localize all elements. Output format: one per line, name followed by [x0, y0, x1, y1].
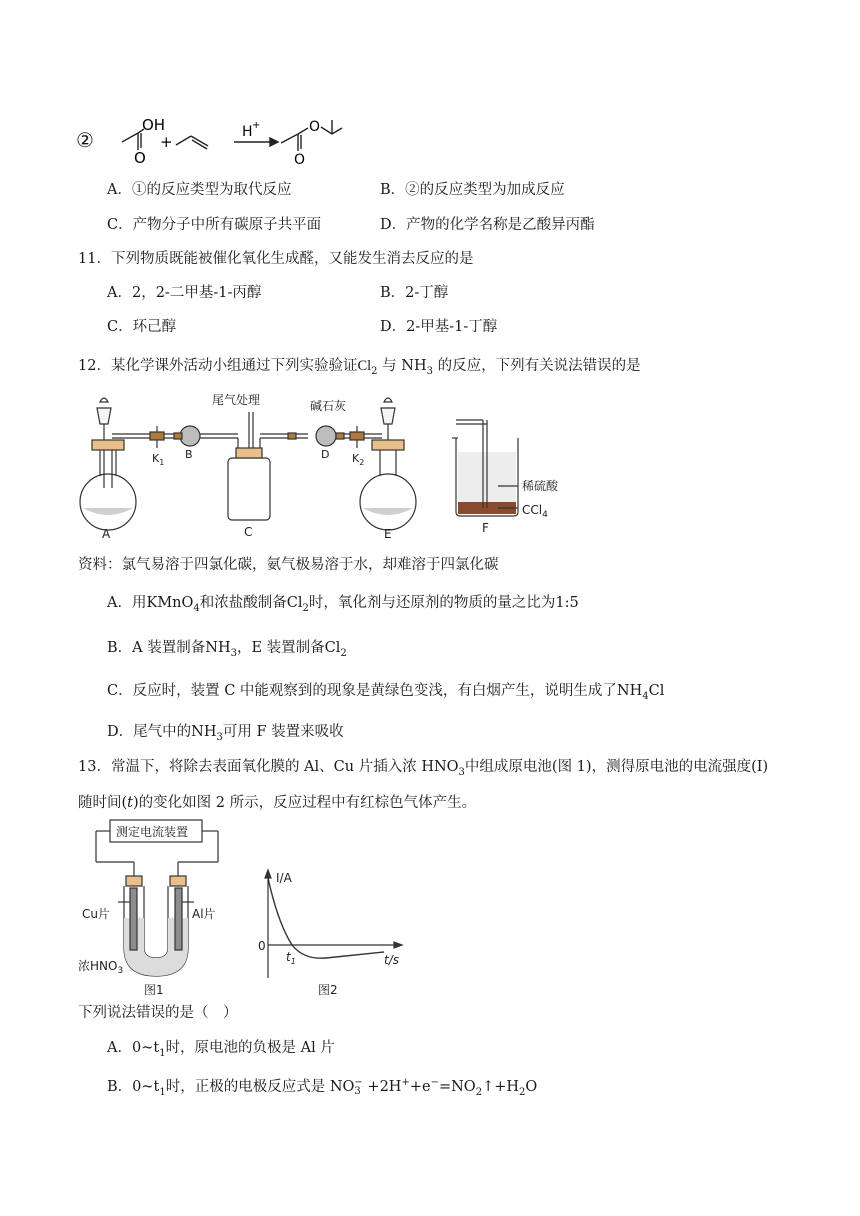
oh-label: OH: [142, 116, 166, 134]
label-k1: $K_1$: [152, 452, 165, 467]
q12-note: 资料：氯气易溶于四氯化碳，氨气极易溶于水，却难溶于四氯化碳: [78, 557, 499, 573]
q13-option-a: A．$0\sim t_1$时，原电池的负极是 Al 片: [107, 1040, 335, 1059]
catalyst-sup: +: [252, 120, 261, 131]
label-fig2: 图2: [318, 983, 338, 997]
drying-tube-b: [174, 426, 238, 446]
valve-k2: [350, 426, 364, 448]
reaction-2-structures: [76, 112, 376, 172]
label-b: B: [185, 448, 193, 461]
q11-option-a: A．2，2-二甲基-1-丙醇: [107, 285, 262, 301]
plus-sign: +: [160, 133, 173, 151]
label-d: D: [321, 448, 330, 461]
bottle-c: [228, 412, 308, 520]
label-e: E: [384, 527, 392, 540]
q10-option-a: A．①的反应类型为取代反应: [107, 182, 292, 198]
flask-a: [80, 398, 136, 530]
label-ccl4: CCl$_4$: [522, 503, 548, 520]
label-soda-lime: 碱石灰: [310, 399, 347, 413]
label-f: F: [482, 521, 489, 535]
label-acid: 浓$HNO_3$: [78, 959, 124, 976]
drying-tube-d: [288, 426, 382, 446]
reaction-arrow: [234, 138, 278, 146]
q12-option-a: A．用KMnO$_4$和浓盐酸制备$Cl_2$时，氧化剂与还原剂的物质的量之比为1:5: [107, 595, 579, 614]
q12-apparatus-figure: [78, 390, 598, 540]
q11-option-b: B．2-丁醇: [380, 285, 449, 301]
q11-option-d: D．2-甲基-1-丁醇: [380, 319, 498, 335]
label-a: A: [102, 527, 111, 540]
q10-option-d: D．产物的化学名称是乙酸异丙酯: [380, 217, 595, 233]
q12-option-b: B．A 装置制备$NH_3$，E 装置制备$Cl_2$: [107, 640, 347, 659]
acetic-acid-structure: [122, 129, 144, 150]
label-c: C: [244, 525, 253, 539]
label-fig1: 图1: [144, 983, 164, 997]
label-cu: Cu片: [82, 907, 110, 921]
catalyst-label: H: [242, 124, 253, 140]
reaction-2: [76, 112, 376, 172]
q11-option-c: C．环己醇: [107, 319, 177, 335]
label-al: Al片: [192, 907, 216, 921]
reaction-marker: ②: [76, 128, 94, 152]
q13-stem-line1: 13．常温下，将除去表面氧化膜的 Al、Cu 片插入浓 $HNO_3$中组成原电池(图 1)，测得原电池的电流强度(I): [78, 759, 769, 778]
ester-o-label: O: [309, 119, 321, 135]
q13-figure-2: [256, 868, 406, 998]
current-curve: [268, 878, 384, 958]
label-xlabel: t/s: [384, 953, 399, 967]
label-ylabel: I/A: [276, 871, 292, 885]
propene-structure: [176, 136, 208, 149]
label-tail-gas: 尾气处理: [212, 393, 261, 407]
flask-e: [360, 398, 416, 530]
beaker-f: [452, 420, 518, 516]
label-k2: $K_2$: [352, 452, 365, 467]
label-dilute-acid: 稀硫酸: [522, 479, 559, 493]
label-device: 测定电流装置: [116, 825, 189, 839]
q13-ask: 下列说法错误的是（ ）: [78, 1005, 238, 1021]
q12-option-c: C．反应时，装置 C 中能观察到的现象是黄绿色变浅，有白烟产生，说明生成了$NH_4Cl$: [107, 683, 665, 702]
q13-figure-1: [78, 818, 248, 998]
q11-stem: 11．下列物质既能被催化氧化生成醛，又能发生消去反应的是: [78, 251, 474, 267]
q10-option-b: B．②的反应类型为加成反应: [380, 182, 565, 198]
q12-stem: 12．某化学课外活动小组通过下列实验验证$Cl_2$ 与 $NH_3$ 的反应，下列有关说法错误的是: [78, 358, 641, 377]
q13-option-b: B．$0\sim t_1$时，正极的电极反应式是 NO − 3 $+2H^++e^-=NO_2↑+H_2O$: [107, 1077, 538, 1098]
ester-carbonyl-o-label: O: [294, 152, 306, 168]
label-origin: 0: [258, 939, 266, 953]
q10-option-c: C．产物分子中所有碳原子共平面: [107, 217, 322, 233]
carbonyl-o-label: O: [134, 149, 146, 167]
q13-stem-line2: 随时间(t)的变化如图 2 所示，反应过程中有红棕色气体产生。: [78, 795, 477, 811]
q12-option-d: D．尾气中的$NH_3$可用 F 装置来吸收: [107, 724, 344, 743]
valve-k1: [150, 426, 164, 448]
label-t1: $t_1$: [286, 950, 296, 966]
